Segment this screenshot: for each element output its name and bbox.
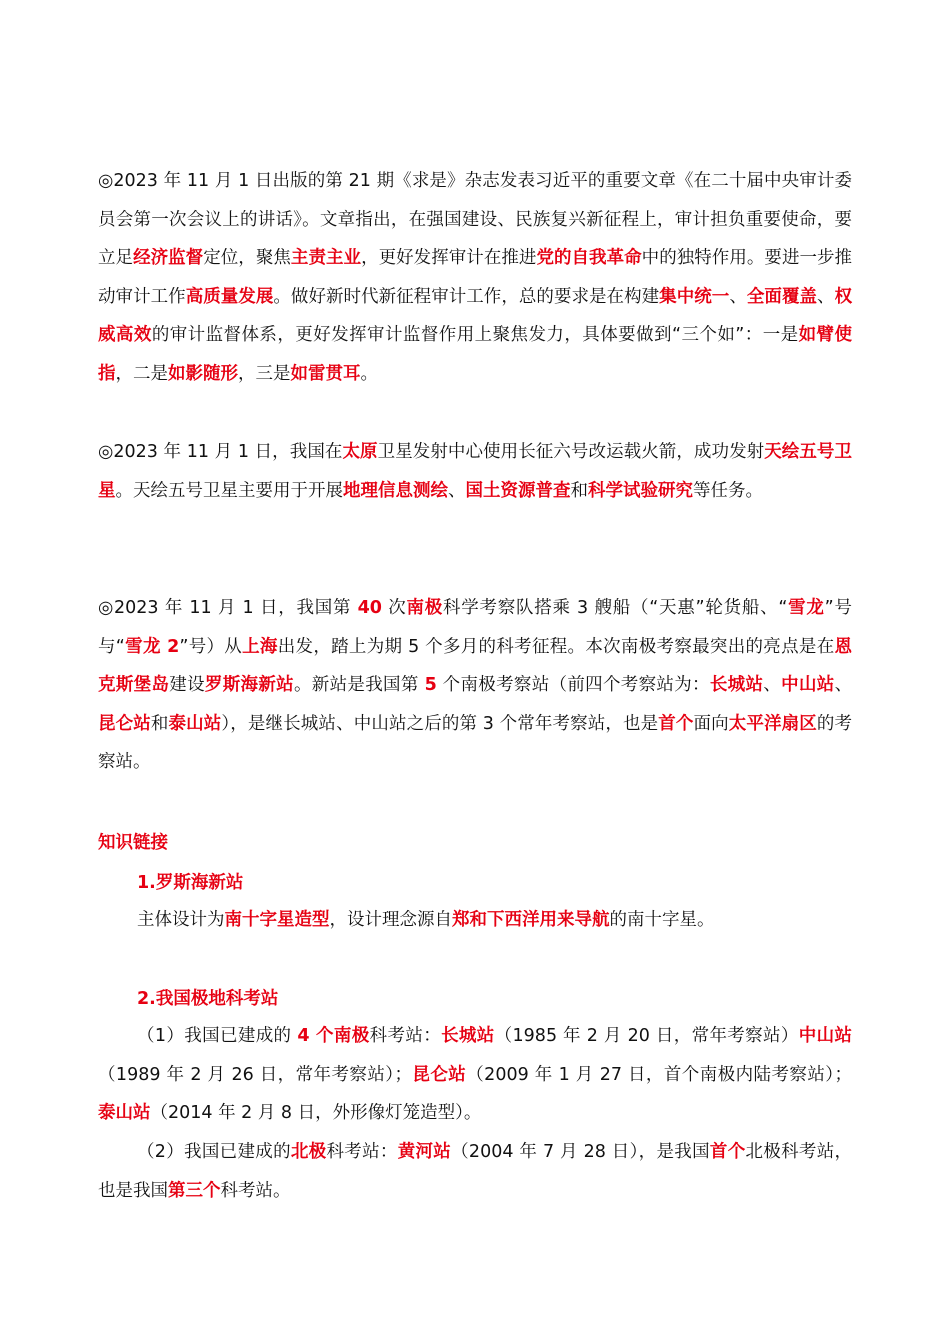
body-text: 个南极考察站（前四个考察站为： [436,675,710,695]
body-text: ◎2023 年 11 月 1 日，我国第 [98,598,358,618]
body-text: 、 [448,480,466,501]
body-text: （1985 年 2 月 20 日，常年考察站） [494,1026,799,1046]
body-text: （1）我国已建成的 [137,1026,298,1046]
body-text: 科考站： [369,1026,442,1046]
highlight-text: 泰山站 [98,1103,151,1123]
body-text: 和 [570,480,588,501]
body-text: 和 [150,713,169,734]
knowledge-link-title: 知识链接 [98,833,168,853]
body-text: 科学考察队搭乘 3 艘船（“天惠”轮货船、“ [442,598,788,618]
highlight-text: 党的自我革命 [536,248,642,268]
highlight-text: 中山站 [781,675,835,695]
body-text: 中的独特作用。要进一步推动审计工作 [98,248,853,307]
highlight-text: 经济监督 [133,248,204,268]
highlight-text: 40 [357,598,382,618]
highlight-text: 罗斯海新站 [204,675,294,695]
body-text: ，二是 [115,363,168,384]
body-text: 、 [834,675,853,695]
highlight-text: 中山站 [798,1026,853,1046]
body-text: 。 [360,363,378,384]
highlight-text: 长城站 [709,675,764,695]
body-text: 。做好新时代新征程审计工作，总的要求是在构建 [273,286,660,307]
body-text: 北极科考站，也是我国 [98,1142,853,1201]
highlight-text: 科学试验研究 [588,480,693,501]
highlight-text: 太原 [342,442,378,462]
highlight-text: 第三个 [168,1180,221,1201]
knowledge-item-2-arctic [98,1133,852,1210]
highlight-text: 恩克斯堡岛 [98,636,852,695]
highlight-text: 泰山站 [168,713,222,734]
highlight-text: 昆仑站 [98,713,151,734]
highlight-text: 集中统一 [659,286,730,307]
news-paragraph-audit [98,162,852,393]
body-text: 的考察站。 [98,713,853,772]
body-text: ，设计理念源自 [329,910,452,930]
body-text: ”号）从 [179,636,243,657]
highlight-text: 南十字星造型 [224,910,330,930]
body-text: （2014 年 2 月 8 日，外形像灯笼造型）。 [150,1103,482,1123]
body-text: ”号与“ [98,598,852,657]
body-text: 的南十字星。 [609,910,715,930]
body-text: （1989 年 2 月 26 日，常年考察站）； [98,1064,412,1085]
highlight-text: 5 [424,675,437,695]
highlight-text: 上海 [242,636,278,657]
body-text: 卫星发射中心使用长征六号改运载火箭，成功发射 [377,442,765,462]
highlight-text: 昆仑站 [412,1064,467,1085]
body-text: 、 [817,286,835,307]
body-text: 建设 [169,675,205,695]
body-text: ◎2023 年 11 月 1 日，我国在 [98,442,343,462]
knowledge-item-1-title: 1.罗斯海新站 [137,873,244,893]
highlight-text: 南极 [406,598,443,618]
knowledge-item-1-body [137,901,852,940]
highlight-text: 郑和下西洋用来导航 [452,910,610,930]
highlight-text: 北极 [290,1142,327,1162]
knowledge-item-2-antarctic [98,1017,852,1133]
highlight-text: 地理信息测绘 [343,480,448,501]
body-text: 、 [763,675,782,695]
highlight-text: 权威高效 [98,286,853,345]
body-text: ，三是 [238,363,291,384]
highlight-text: 天绘五号卫星 [98,442,853,501]
highlight-text: 如臂使指 [98,325,852,384]
highlight-text: 长城站 [441,1026,495,1046]
body-text: 科考站： [326,1142,398,1162]
body-text: 出发，踏上为期 5 个多月的科考征程。本次南极考察最突出的亮点是在 [277,636,835,657]
body-text: ◎2023 年 11 月 1 日出版的第 21 期《求是》杂志发表习近平的重要文章《在二十届中央审计委员会第一次会议上的讲话》。文章指出，在强国建设、民族复兴新征程上，审计担负重要使命，要立足 [98,171,852,268]
highlight-text: 黄河站 [397,1142,452,1162]
body-text: （2009 年 1 月 27 日，首个南极内陆考察站）； [466,1064,852,1085]
highlight-text: 雪龙 [787,598,825,618]
body-text: 等任务。 [693,480,763,501]
body-text: 主体设计为 [137,910,225,930]
body-text: 。天绘五号卫星主要用于开展 [115,480,343,501]
highlight-text: 主责主业 [290,248,362,268]
highlight-text: 全面覆盖 [746,286,818,307]
news-paragraph-antarctic [98,589,852,782]
body-text: 的审计监督体系，更好发挥审计监督作用上聚焦发力，具体要做到“三个如”：一是 [151,325,799,345]
body-text: ，更好发挥审计在推进 [361,248,537,268]
highlight-text: 高质量发展 [185,286,274,307]
highlight-text: 4 个南极 [297,1026,370,1046]
body-text: 、 [729,286,747,307]
highlight-text: 首个 [658,713,694,734]
body-text: （2）我国已建成的 [137,1142,291,1162]
highlight-text: 太平洋扇区 [728,713,817,734]
body-text: 科考站。 [220,1180,291,1201]
highlight-text: 首个 [709,1142,746,1162]
body-text: ），是继长城站、中山站之后的第 3 个常年考察站，也是 [221,713,659,734]
highlight-text: 如雷贯耳 [290,363,361,384]
news-paragraph-satellite [98,433,852,510]
highlight-text: 国土资源普查 [465,480,571,501]
body-text: 定位，聚焦 [203,248,291,268]
body-text: 面向 [693,713,729,734]
highlight-text: 如影随形 [168,363,238,384]
knowledge-item-2-title: 2.我国极地科考站 [137,989,279,1009]
body-text: 。新站是我国第 [293,675,425,695]
highlight-text: 雪龙 2 [124,636,180,657]
body-text: （2004 年 7 月 28 日），是我国 [451,1142,710,1162]
body-text: 次 [381,598,407,618]
